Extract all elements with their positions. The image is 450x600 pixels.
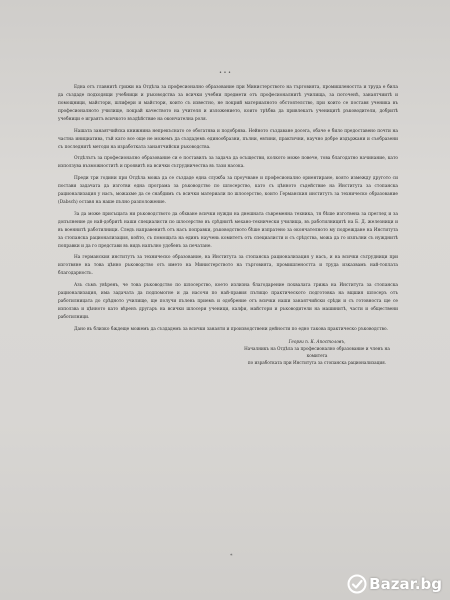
watermark-text: Bazar.bg (369, 575, 442, 593)
signature-title-line-2: по изработката при Института за стопанска рационализация. (247, 360, 387, 366)
paragraph-5: За да може присъщата ни ръководството да обхване всички нужди на днешната съвременна техника, тя бѣше изготвена за преглед и за допълнение до най-добритѣ наши специалисти по шлосерство въ срѣднитѣ механо-технически училища, въ работилницитѣ на Б. Д. железници и въ военнитѣ работилници. Следъ направенитѣ отъ насъ поправки, ръководството бѣше изпратено за окончателното му подреждане на Института за стопанска рационализация, който, съ помощьта на единъ научень комитетъ отъ специалисти и съ срѣдства, можа да го изпълни съ нужднитѣ поправки и да го представи въ видъ напълно удобенъ за печатане. (58, 211, 398, 249)
signature-block (236, 338, 398, 367)
signature-name: Георги п. К. Апостоловъ, (288, 338, 346, 344)
bazar-watermark (347, 574, 442, 594)
top-ornament: • • • (218, 70, 232, 76)
document-body (58, 84, 398, 367)
footer-mark: * (230, 553, 233, 559)
paragraph-6: На германския институтъ за техническо образование, на Института за стопанска рационализация у насъ, и на всички сътрудници при изготвяне на това цѣнно ръководство отъ името на Министерството на търговията, промишлеността и труда изказвамъ най-топлата благодарность. (58, 255, 398, 277)
paragraph-4: Преди три години при Отдѣла можа да се създаде една служба за проучване и професионално ориентиране, която измежду другото си постави задачата да изготви една програма за ръководство по шлосерство, като съ цѣнното съдействие на Института за стопанска рационализация у насъ, можахме да се снабдимъ съ всички материали по шлосерство, които Германския институтъ за техническо образование (Dabsch) оставя на наше пълно разположение. (58, 175, 398, 206)
signature-title-line-1: Началникъ на Отдѣла за професионално образование и членъ на комитета (244, 345, 390, 359)
paragraph-3: Отдѣлътъ за професионално образование си е поставилъ за задача да осъществи, колкото може повече, това благодатно начинание, като използува възможноститѣ и проявитѣ на всички сътрудничества въ тази насока. (58, 156, 398, 170)
paragraph-2: Нашата занаятчийска книжнина непрекъснато се обогатява и подобрява. Нейното създаване досега, обаче е било предоставено почти на частна инициатива, тъй като все още не можемъ да създадемъ единообразни, пълни, евтини, практични, научно добре издържани и съобразени съ последнитѣ методи на изработката занаятчийски ръководства. (58, 128, 398, 150)
paragraph-1: Една отъ главнитѣ грижи на Отдѣла за професионално образование при Министерството на търговията, промишлеността и труда е била да създаде подходящи учебници и ръководства за всички учебни предмети отъ професионалнитѣ училища, за поточенѣ, занаятчиитѣ и помощници, майстори, шлифери и майстори, които съ известно, не покрий материалното обстоятелство, при които се поставя ученика въ професионалното училище, покрай качеството на учителя и изложението, които трѣбва да привлекатъ ученицитѣ ръководители, добритѣ учебници е играятъ всичкото въздѣйствие на окончателна роля. (58, 85, 398, 123)
paragraph-8: Дано въ близко бѫдеще можемъ да създадемъ за всички занаяти и производствени дейности по едно такова практическо ръководство. (74, 326, 388, 332)
paragraph-7: Азъ съмъ увѣренъ, че това ръководство по шлосерство, което излизна благодарение похвалата грижа на Института за стопанска рационализация, има задачата да подпомогне и да насочи по най-правия пътищо практическото подготовка на вщшия шлосеръ отъ работилницата до срѣдното училище, ще получи пълень приемъ и одобрение отъ всички наши занаятчийски срѣди и съ готовноста ще се използва и цѣнното като вѣренъ другаръ на всички шлосери ученици, калфи, майстори и ръководители на машинитѣ, части и обществени работилници. (58, 282, 398, 321)
bazar-logo-icon (347, 574, 367, 594)
